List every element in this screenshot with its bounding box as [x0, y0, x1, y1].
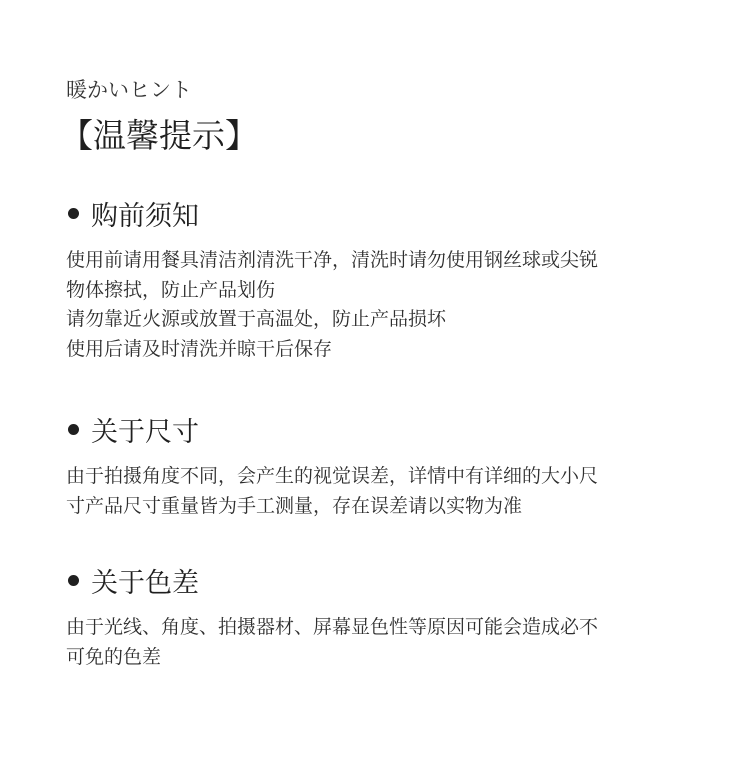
section-purchase-notice — [66, 194, 696, 364]
section-body — [66, 613, 696, 672]
section-heading-text: 关于色差 — [91, 567, 199, 599]
section-body — [66, 462, 696, 521]
body-line: 可免的色差 — [66, 645, 162, 668]
body-line: 由于光线、角度、拍摄器材、屏幕显色性等原因可能会造成必不 — [66, 616, 599, 638]
section-about-size — [66, 410, 696, 521]
section-heading-text: 关于尺寸 — [91, 416, 199, 448]
body-line: 请勿靠近火源或放置于高温处，防止产品损坏 — [66, 308, 447, 330]
bullet-dot-icon — [68, 208, 79, 219]
section-heading — [66, 561, 696, 599]
page-title: 【温馨提示】 — [60, 116, 258, 155]
body-line: 使用后请及时清洗并晾干后保存 — [66, 337, 333, 360]
page-subtitle: 暖かいヒント — [66, 78, 192, 102]
section-heading — [66, 410, 696, 448]
section-body — [66, 246, 696, 364]
body-line: 使用前请用餐具清洁剂清洗干净，清洗时请勿使用钢丝球或尖锐 — [66, 249, 599, 271]
body-line: 寸产品尺寸重量皆为手工测量，存在误差请以实物为准 — [66, 494, 523, 517]
section-heading — [66, 194, 696, 232]
section-about-color-difference — [66, 561, 696, 672]
section-heading-text: 购前须知 — [91, 200, 199, 232]
bullet-dot-icon — [68, 575, 79, 586]
body-line: 由于拍摄角度不同，会产生的视觉误差，详情中有详细的大小尺 — [66, 465, 599, 487]
bullet-dot-icon — [68, 424, 79, 435]
body-line: 物体擦拭，防止产品划伤 — [66, 278, 276, 301]
